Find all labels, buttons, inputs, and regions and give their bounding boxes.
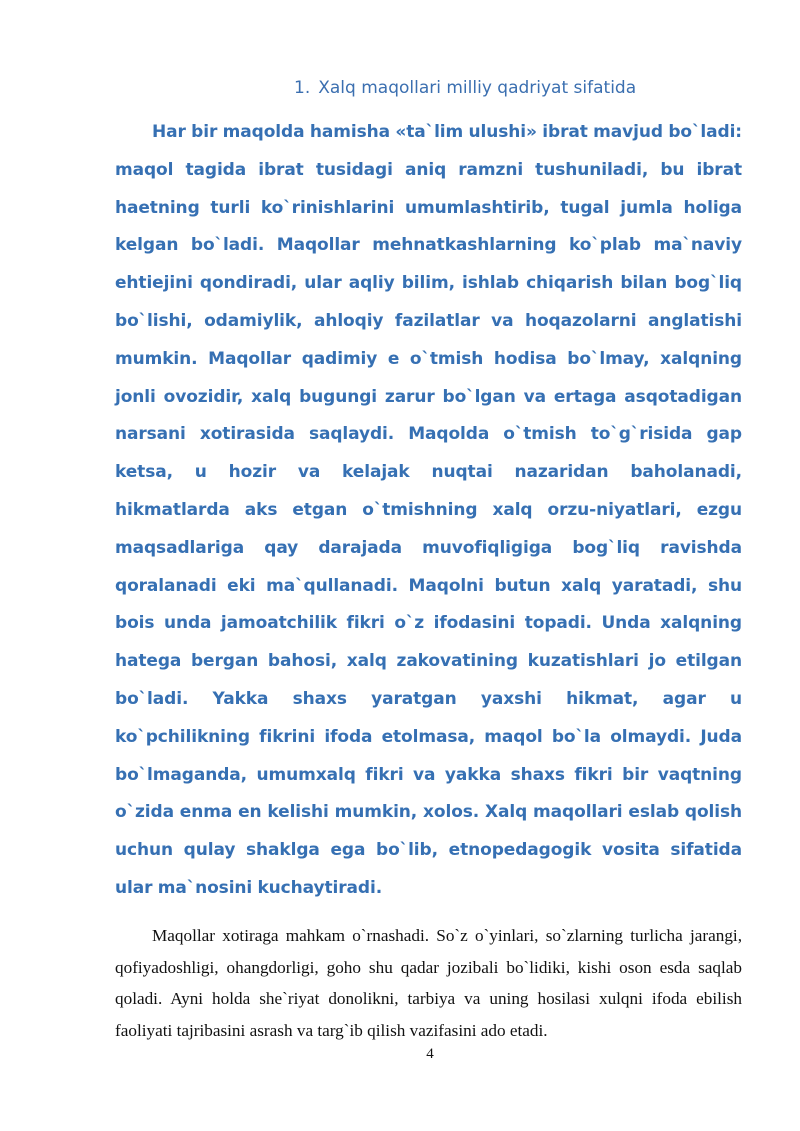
section-heading <box>0 76 800 100</box>
body-paragraph: Maqollar xotiraga mahkam o`rnashadi. So`z o`yinlari, so`zlarning turlicha jarangi, qofiyadoshligi, ohangdorligi, goho shu qadar jozibali bo`lidiki, kishi oson esda saqlab qoladi. Ayni holda she`riyat donolikni, tarbiya va uning hosilasi xulqni ifoda ebilish faoliyati tajribasini asrash va targ`ib qilish vazifasini ado etadi. <box>115 926 742 1040</box>
section-title: Xalq maqollari milliy qadriyat sifatida <box>318 78 637 98</box>
page-number: 4 <box>426 1046 434 1062</box>
highlighted-paragraph: Har bir maqolda hamisha «ta`lim ulushi» ibrat mavjud bo`ladi: maqol tagida ibrat tusidagi aniq ramzni tushuniladi, bu ibrat haetning turli ko`rinishlarini umumlashtirib, tugal jumla holiga kelgan bo`ladi. Maqollar mehnatkashlarning ko`plab ma`naviy ehtiejini qondiradi, ular aqliy bilim, ishlab chiqarish bilan bog`liq bo`lishi, odamiylik, ahloqiy fazilatlar va hoqazolarni anglatishi mumkin. Maqollar qadimiy e o`tmish hodisa bo`lmay, xalqning jonli ovozidir, xalq bugungi zarur bo`lgan va ertaga asqotadigan narsani xotirasida saqlaydi. Maqolda o`tmish to`g`risida gap ketsa, u hozir va kelajak nuqtai nazaridan baholanadi, hikmatlarda aks etgan o`tmishning xalq orzu-niyatlari, ezgu maqsadlariga qay darajada muvofiqligiga bog`liq ravishda qoralanadi eki ma`qullanadi. Maqolni butun xalq yaratadi, shu bois unda jamoatchilik fikri o`z ifodasini topadi. Unda xalqning hatega bergan bahosi, xalq zakovatining kuzatishlari jo etilgan bo`ladi. Yakka shaxs yaratgan yaxshi hikmat, agar u ko`pchilikning fikrini ifoda etolmasa, maqol bo`la olmaydi. Juda bo`lmaganda, umumxalq fikri va yakka shaxs fikri bir vaqtning o`zida enma en kelishi mumkin, xolos. Xalq maqollari eslab qolish uchun qulay shaklga ega bo`lib, etnopedagogik vosita sifatida ular ma`nosini kuchaytiradi. <box>115 122 742 898</box>
section-number: 1. <box>294 78 311 98</box>
